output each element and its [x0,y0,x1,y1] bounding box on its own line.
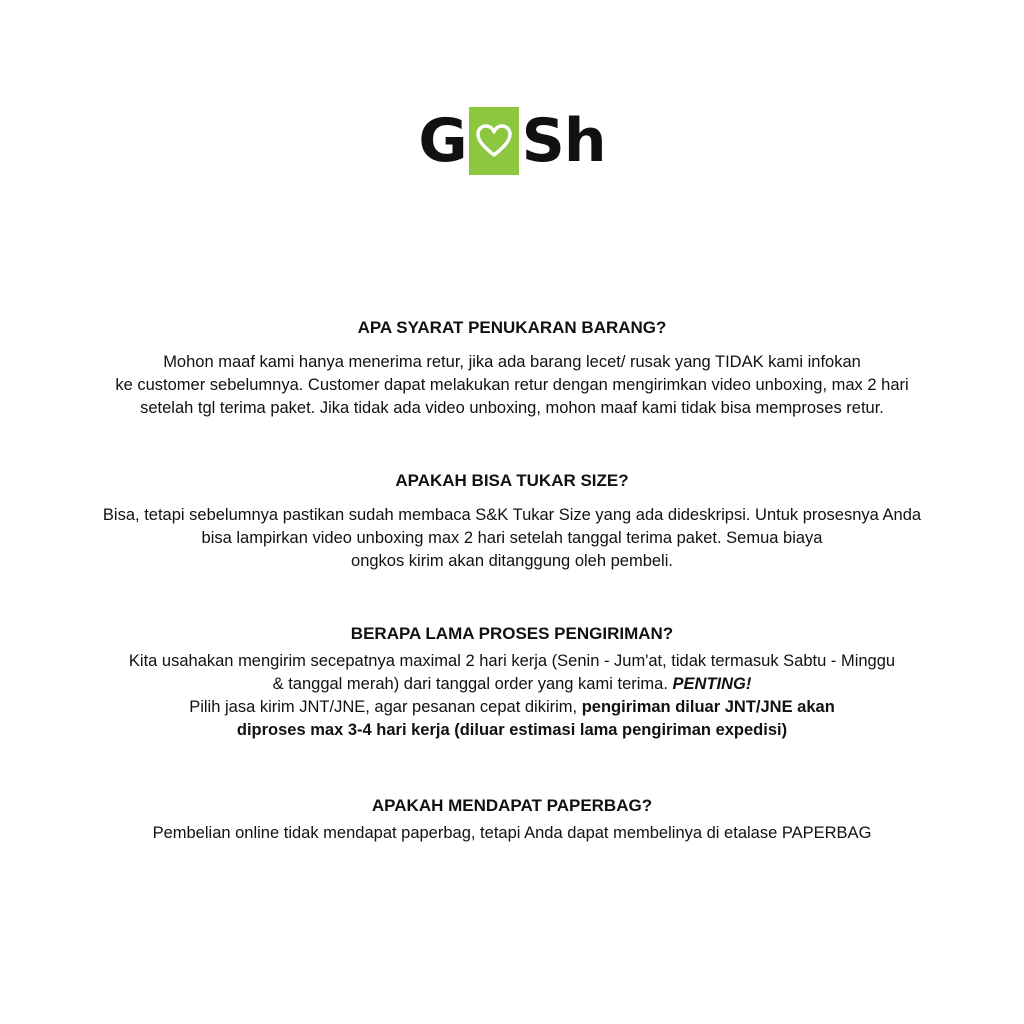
answer-line: ke customer sebelumnya. Customer dapat melakukan retur dengan mengirimkan video unboxing, max 2 hari [115,376,909,394]
answer-line: ongkos kirim akan ditanggung oleh pembeli. [351,552,673,570]
answer-text: Pilih jasa kirim JNT/JNE, agar pesanan cepat dikirim, [189,698,578,716]
answer-text: & tanggal merah) dari tanggal order yang kami terima. [272,675,668,693]
answer-line: bisa lampirkan video unboxing max 2 hari setelah tanggal terima paket. Semua biaya [201,529,823,547]
faq-question: APAKAH BISA TUKAR SIZE? [395,471,629,490]
answer-line: Mohon maaf kami hanya menerima retur, jika ada barang lecet/ rusak yang TIDAK kami infokan [163,353,861,371]
answer-line [0,673,1024,696]
answer-line: setelah tgl terima paket. Jika tidak ada video unboxing, mohon maaf kami tidak bisa memproses retur. [140,399,884,417]
faq-item-paperbag [0,796,1024,845]
faq-question: APAKAH MENDAPAT PAPERBAG? [371,796,653,815]
faq-item-return [0,318,1024,420]
faq-answer [0,351,1024,420]
important-notice: PENTING! [672,675,752,693]
faq-item-shipping-time [0,624,1024,742]
faq-answer [0,504,1024,573]
answer-line: Pembelian online tidak mendapat paperbag, tetapi Anda dapat membelinya di etalase PAPERBAG [152,824,872,842]
answer-line [0,696,1024,719]
answer-emphasis: pengiriman diluar JNT/JNE akan [581,698,835,716]
faq-answer [0,822,1024,845]
logo-letter-g: G [418,106,467,176]
heart-outline-icon [474,121,514,161]
answer-line: diproses max 3-4 hari kerja (diluar estimasi lama pengiriman expedisi) [236,721,788,739]
faq-item-size-exchange [0,471,1024,573]
logo-heart-box [469,107,519,175]
brand-logo [0,106,1024,176]
faq-answer [0,650,1024,742]
answer-line: Kita usahakan mengirim secepatnya maximal 2 hari kerja (Senin - Jum'at, tidak termasuk Sabtu - Minggu [128,652,896,670]
faq-question: APA SYARAT PENUKARAN BARANG? [357,318,667,337]
logo-letters-sh: Sh [521,106,606,176]
answer-line: Bisa, tetapi sebelumnya pastikan sudah membaca S&K Tukar Size yang ada dideskripsi. Untuk prosesnya Anda [102,506,922,524]
faq-question: BERAPA LAMA PROSES PENGIRIMAN? [350,624,674,643]
